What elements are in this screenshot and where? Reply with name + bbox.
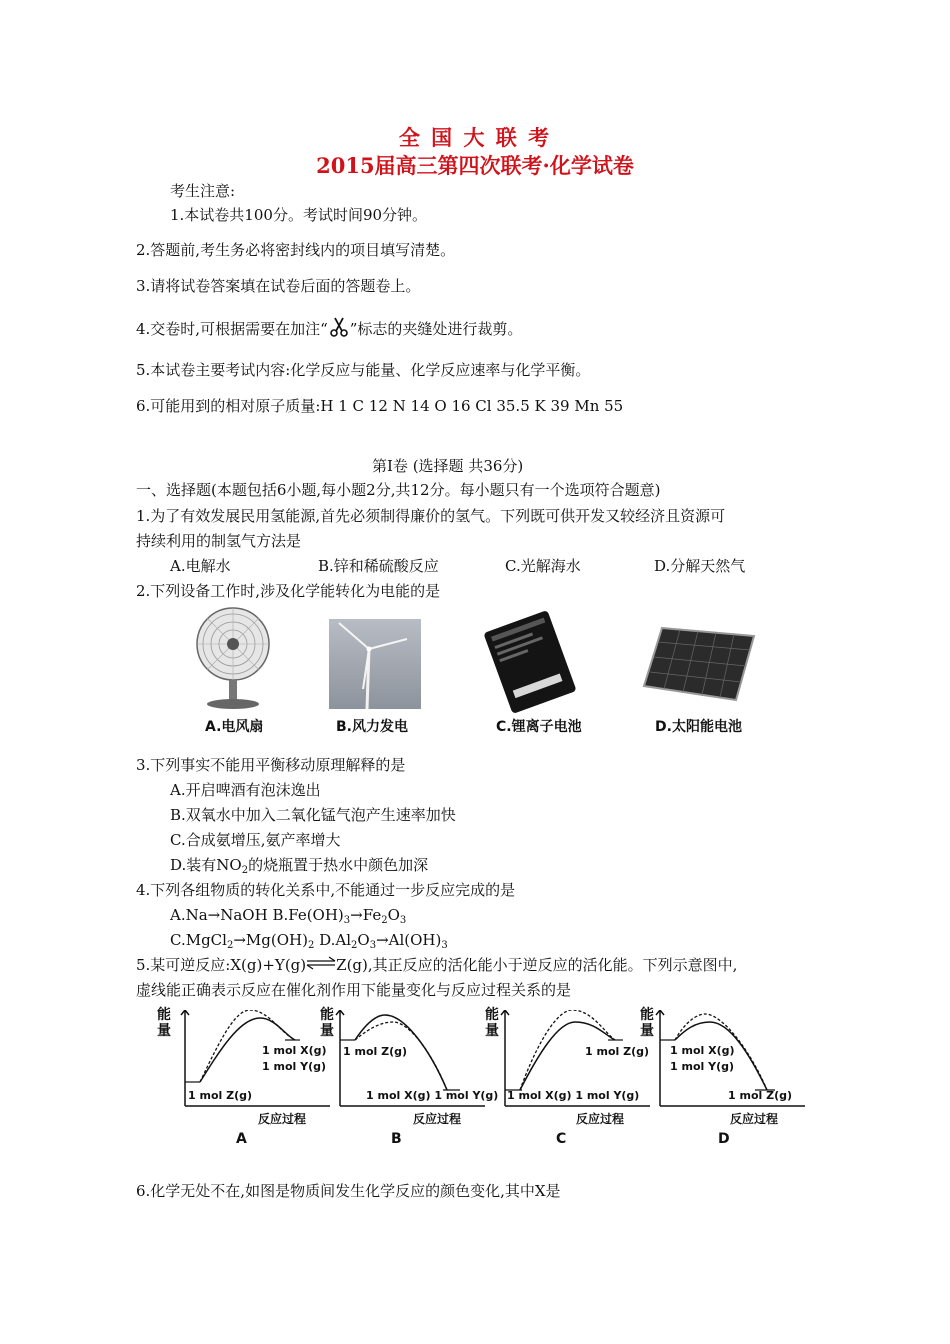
notice-item-4-a: 4.交卷时,可根据需要在加注“ (136, 320, 328, 338)
graph-a-ylabel: 能 量 (157, 1007, 171, 1039)
q3-option-d: D.装有$NO_2$的烧瓶置于热水中颜色加深 (170, 856, 429, 876)
graph-d-lower-label: 1 mol Z(g) (728, 1089, 793, 1102)
graph-d-letter: D (718, 1131, 730, 1147)
q2-caption-d: D.太阳能电池 (655, 719, 742, 735)
reversible-arrow-icon (306, 956, 336, 970)
notice-item-5: 5.本试卷主要考试内容:化学反应与能量、化学反应速率与化学平衡。 (136, 361, 591, 379)
q3-option-a: A.开启啤酒有泡沫逸出 (170, 781, 321, 799)
graph-c-letter: C (556, 1131, 567, 1147)
notice-item-3: 3.请将试卷答案填在试卷后面的答题卷上。 (136, 277, 421, 295)
exam-title: 全 国 大 联 考 (398, 125, 552, 150)
section-title: 第Ⅰ卷 (选择题 共36分) (372, 457, 524, 475)
graph-c-xlabel: 反应过程 (576, 1112, 625, 1126)
q3-option-b: B.双氧水中加入二氧化锰气泡产生速率加快 (170, 806, 456, 824)
q4-options-line-2: $C.MgCl_2\to Mg(OH)_2$ $D.Al_2O_3\to Al(OH)_3$ (170, 931, 448, 951)
graph-a-lower-label: 1 mol Z(g) (188, 1089, 253, 1102)
graph-a-upper-label-1: 1 mol X(g) (262, 1044, 327, 1057)
q2-caption-a: A.电风扇 (205, 719, 264, 735)
q1-option-d: D.分解天然气 (654, 557, 746, 575)
notice-item-4 (136, 316, 522, 338)
q6-stem: 6.化学无处不在,如图是物质间发生化学反应的颜色变化,其中X是 (136, 1182, 561, 1200)
q1-stem-1: 1.为了有效发展民用氢能源,首先必须制得廉价的氢气。下列既可供开发又较经济且资源可 (136, 507, 726, 525)
graph-b-ylabel: 能 量 (320, 1007, 334, 1039)
q4-options-line-1: A.Na→NaOH $B.Fe(OH)_3\to Fe_2O_3$ (170, 906, 407, 926)
electric-fan-image (192, 606, 274, 710)
q2-stem: 2.下列设备工作时,涉及化学能转化为电能的是 (136, 582, 441, 600)
notice-item-2: 2.答题前,考生务必将密封线内的项目填写清楚。 (136, 241, 456, 259)
graph-d-upper-label-1: 1 mol X(g) (670, 1044, 735, 1057)
graph-d-xlabel: 反应过程 (730, 1112, 779, 1126)
lithium-battery-image (478, 611, 583, 713)
graph-b-xlabel: 反应过程 (413, 1112, 462, 1126)
q1-option-b: B.锌和稀硫酸反应 (318, 557, 439, 575)
notice-item-4-b: ”标志的夹缝处进行裁剪。 (349, 320, 523, 338)
scissors-icon (328, 316, 350, 338)
graph-b-upper-label: 1 mol Z(g) (343, 1045, 408, 1058)
notice-heading: 考生注意: (170, 182, 236, 200)
q4-stem: 4.下列各组物质的转化关系中,不能通过一步反应完成的是 (136, 881, 516, 899)
q3-stem: 3.下列事实不能用平衡移动原理解释的是 (136, 756, 406, 774)
q1-option-c: C.光解海水 (505, 557, 581, 575)
wind-turbine-image (329, 619, 421, 709)
q2-caption-c: C.锂离子电池 (496, 719, 582, 735)
q3-option-c: C.合成氨增压,氨产率增大 (170, 831, 341, 849)
graph-c-ylabel: 能 量 (485, 1007, 499, 1039)
graph-a-upper-label-2: 1 mol Y(g) (262, 1060, 326, 1073)
graph-a-letter: A (236, 1131, 247, 1147)
graph-d-upper-label-2: 1 mol Y(g) (670, 1060, 734, 1073)
solar-panel-image (640, 622, 758, 704)
q1-stem-2: 持续利用的制氢气方法是 (136, 532, 302, 550)
section-instruction: 一、选择题(本题包括6小题,每小题2分,共12分。每小题只有一个选项符合题意) (136, 481, 661, 499)
graph-a-xlabel: 反应过程 (258, 1112, 307, 1126)
graph-d-ylabel: 能 量 (640, 1007, 654, 1039)
graph-c-upper-label: 1 mol Z(g) (585, 1045, 650, 1058)
graph-b-letter: B (391, 1131, 402, 1147)
q2-caption-b: B.风力发电 (336, 719, 408, 735)
q5-stem-1: 5.某可逆反应:X(g)+Y(g) Z(g),其正反应的活化能小于逆反应的活化能。下列示意图中, (136, 956, 738, 974)
graph-b-lower-label: 1 mol X(g) 1 mol Y(g) (366, 1089, 499, 1102)
exam-subtitle: 2015届高三第四次联考·化学试卷 (316, 153, 634, 178)
graph-c-lower-label: 1 mol X(g) 1 mol Y(g) (507, 1089, 640, 1102)
notice-item-6: 6.可能用到的相对原子质量:H 1 C 12 N 14 O 16 Cl 35.5 K 39 Mn 55 (136, 397, 624, 415)
q5-stem-2: 虚线能正确表示反应在催化剂作用下能量变化与反应过程关系的是 (136, 981, 572, 999)
notice-item-1: 1.本试卷共100分。考试时间90分钟。 (170, 206, 428, 224)
q1-option-a: A.电解水 (170, 557, 231, 575)
